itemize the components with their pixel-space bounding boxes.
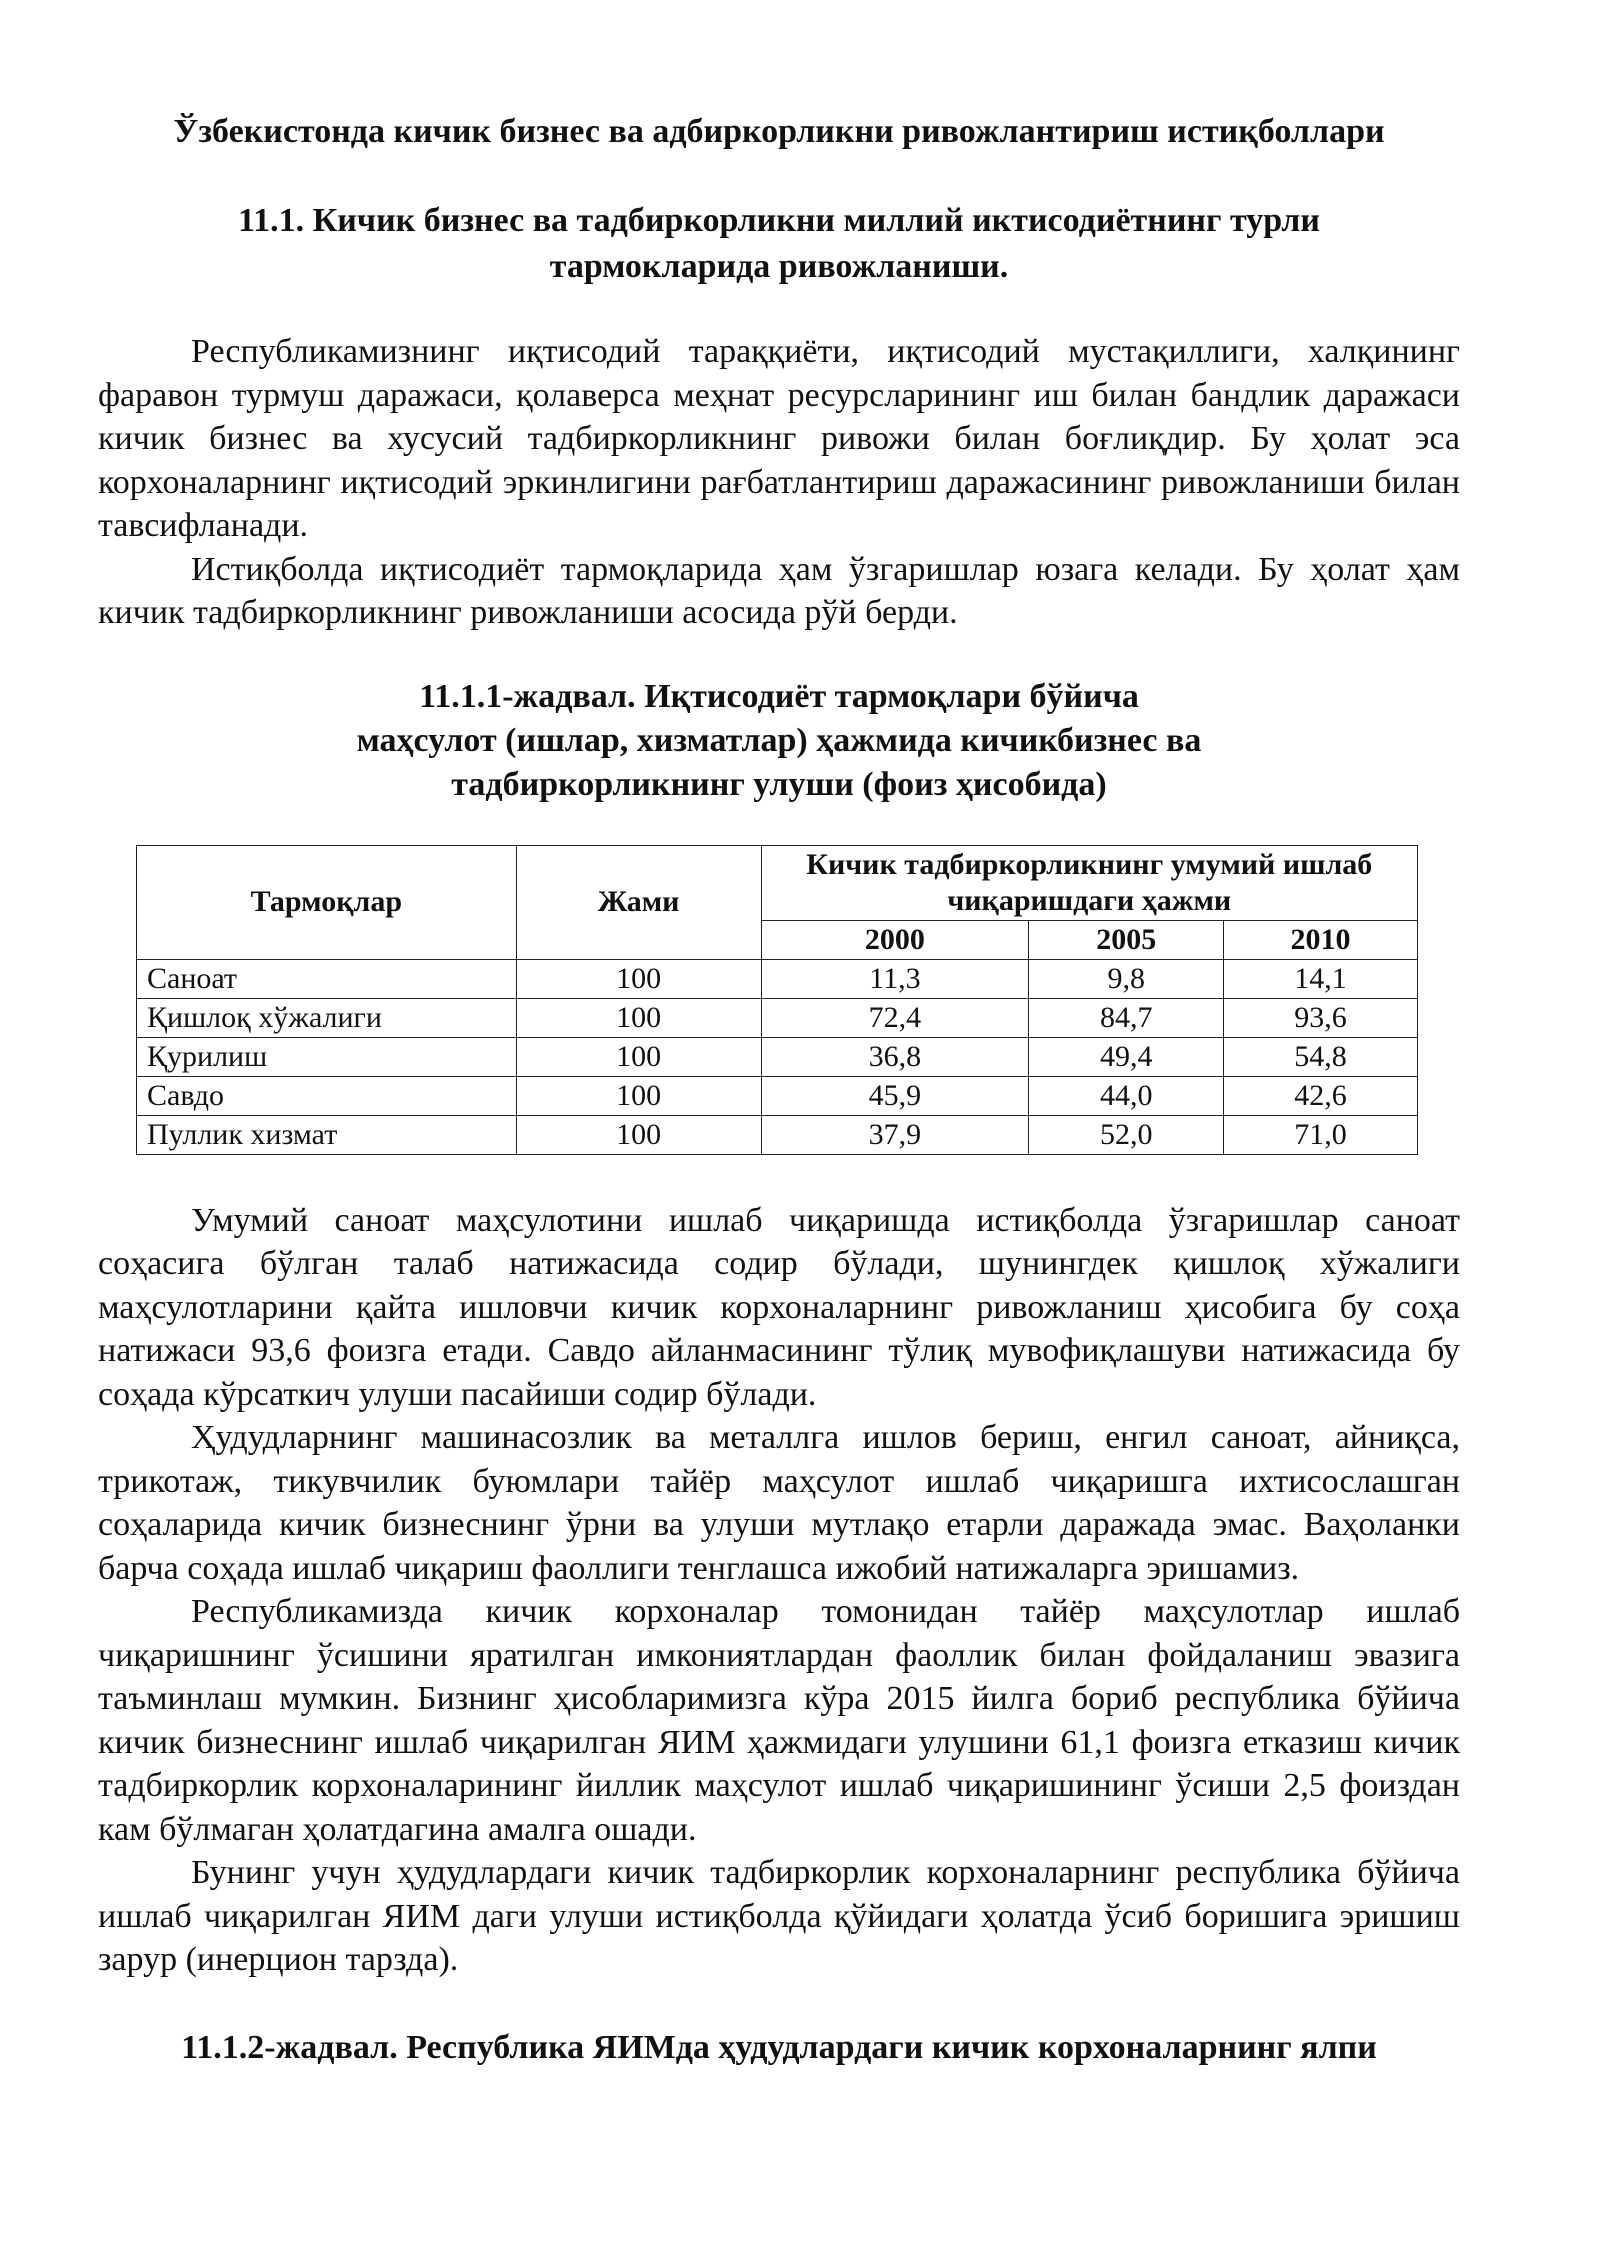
paragraph: Умумий саноат маҳсулотини ишлаб чиқаришда истиқболда ўзгаришлар саноат соҳасига бўлган талаб натижасида содир бўлади, шунингдек қишлоқ хўжалиги маҳсулотларини қайта ишловчи кичик корхоналарнинг ривожланиш ҳисобига бу соҳа натижаси 93,6 фоизга етади. Савдо айланмасининг тўлиқ мувофиқлашуви натижасида бу соҳада кўрсаткич улуши пасайиши содир бўлади. (98, 1201, 1460, 1413)
table-row (137, 1115, 1418, 1154)
row-total: 100 (516, 959, 761, 998)
row-value-2005: 84,7 (1029, 998, 1224, 1037)
row-name: Пуллик хизмат (137, 1115, 517, 1154)
row-total: 100 (516, 1037, 761, 1076)
row-name: Саноат (137, 959, 517, 998)
section-title: 11.1. Кичик бизнес ва тадбиркорликни миллий иктисодиётнинг турли тармокларида ривожланиши. (238, 202, 1320, 285)
row-total: 100 (516, 1115, 761, 1154)
header-branches: Тармоқлар (137, 845, 517, 959)
row-value-2010: 14,1 (1224, 959, 1418, 998)
row-value-2000: 11,3 (761, 959, 1029, 998)
row-total: 100 (516, 1076, 761, 1115)
table-row (137, 998, 1418, 1037)
table-row (137, 1076, 1418, 1115)
body-paragraphs (98, 1199, 1460, 1982)
document-title: Ўзбекистонда кичик бизнес ва адбиркорликни ривожлантириш истиқболлари (173, 113, 1385, 150)
branch-share-table (136, 845, 1418, 1155)
row-value-2010: 71,0 (1224, 1115, 1418, 1154)
table-row (137, 959, 1418, 998)
header-year: 2005 (1029, 920, 1224, 959)
row-name: Савдо (137, 1076, 517, 1115)
paragraph: Республикамизнинг иқтисодий тараққиёти, иқтисодий мустақиллиги, халқининг фаравон турмуш даражаси, қолаверса меҳнат ресурсларининг иш билан бандлик даражаси кичик бизнес ва хусусий тадбиркорликнинг ривожи билан боғлиқдир. Бу ҳолат эса корхоналарнинг иқтисодий эркинлигини рағбатлантириш даражасининг ривожланиши билан тавсифланади. (98, 333, 1460, 544)
row-value-2005: 44,0 (1029, 1076, 1224, 1115)
header-year: 2010 (1224, 920, 1418, 959)
row-value-2010: 42,6 (1224, 1076, 1418, 1115)
paragraph: Истиқболда иқтисодиёт тармоқларида ҳам ўзгаришлар юзага келади. Бу ҳолат ҳам кичик тадбиркорликнинг ривожланиши асосида рўй берди. (98, 550, 1460, 631)
table2-caption: 11.1.2-жадвал. Республика ЯИМда ҳудудлардаги кичик корхоналарнинг ялпи (181, 2028, 1377, 2066)
row-value-2005: 49,4 (1029, 1037, 1224, 1076)
row-value-2010: 54,8 (1224, 1037, 1418, 1076)
row-value-2000: 45,9 (761, 1076, 1029, 1115)
row-value-2005: 52,0 (1029, 1115, 1224, 1154)
paragraph: Республикамизда кичик корхоналар томонидан тайёр маҳсулотлар ишлаб чиқаришнинг ўсишини яратилган имкониятлардан фаоллик билан фойдаланиш эвазига таъминлаш мумкин. Бизнинг ҳисобларимизга кўра 2015 йилга бориб республика бўйича кичик бизнеснинг ишлаб чиқарилган ЯИМ ҳажмидаги улушини 61,1 фоизга етказиш кичик тадбиркорлик корхоналарининг йиллик маҳсулот ишлаб чиқаришининг ўсиши 2,5 фоиздан кам бўлмаган ҳолатдагина амалга ошади. (98, 1593, 1460, 1848)
paragraph: Ҳудудларнинг машинасозлик ва металлга ишлов бериш, енгил саноат, айниқса, трикотаж, тикувчилик буюмлари тайёр маҳсулот ишлаб чиқаришга ихтисослашган соҳаларида кичик бизнеснинг ўрни ва улуши мутлақо етарли даражада эмас. Ваҳоланки барча соҳада ишлаб чиқариш фаоллиги тенглашса ижобий натижаларга эришамиз. (98, 1419, 1460, 1587)
header-total: Жами (516, 845, 761, 959)
row-name: Қишлоқ хўжалиги (137, 998, 517, 1037)
row-value-2010: 93,6 (1224, 998, 1418, 1037)
intro-paragraphs (98, 330, 1460, 635)
document-page (98, 110, 1460, 2070)
table-caption: 11.1.1-жадвал. Иқтисодиёт тармоқлари бўйича маҳсулот (ишлар, хизматлар) ҳажмида кичикбизнес ва тадбиркорликнинг улуши (фоиз ҳисобида) (356, 677, 1202, 803)
row-value-2000: 36,8 (761, 1037, 1029, 1076)
row-value-2005: 9,8 (1029, 959, 1224, 998)
header-year: 2000 (761, 920, 1029, 959)
paragraph: Бунинг учун ҳудудлардаги кичик тадбиркорлик корхоналарнинг республика бўйича ишлаб чиқарилган ЯИМ даги улуши истиқболда қўйидаги ҳолатда ўсиб боришига эришиш зарур (инерцион тарзда). (98, 1854, 1460, 1978)
header-group: Кичик тадбиркорликнинг умумий ишлаб чиқаришдаги ҳажми (761, 845, 1418, 920)
row-total: 100 (516, 998, 761, 1037)
table-row (137, 1037, 1418, 1076)
row-name: Қурилиш (137, 1037, 517, 1076)
row-value-2000: 37,9 (761, 1115, 1029, 1154)
row-value-2000: 72,4 (761, 998, 1029, 1037)
